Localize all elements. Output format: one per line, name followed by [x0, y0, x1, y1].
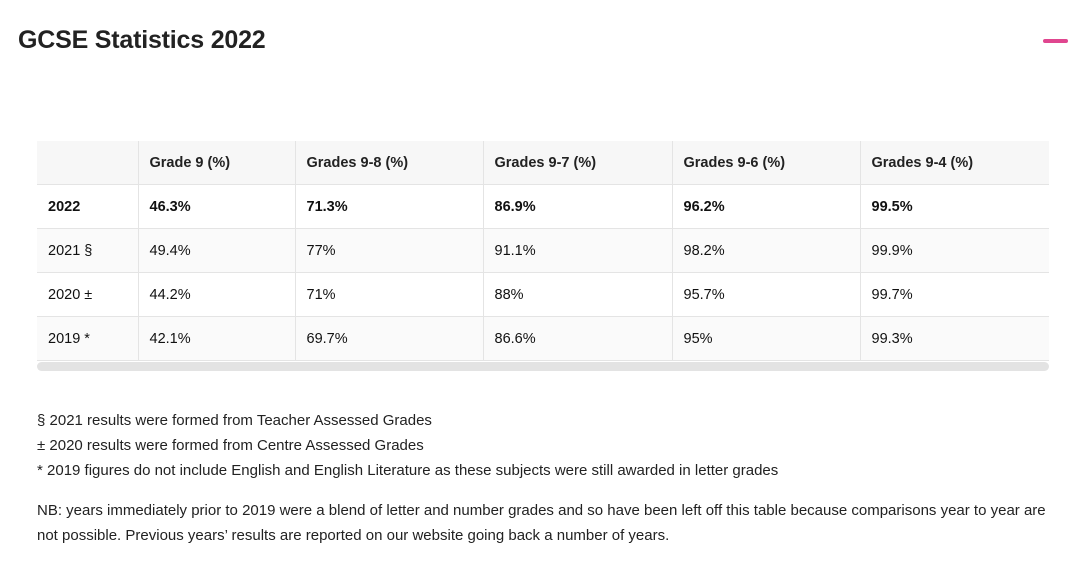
statistics-table — [37, 141, 1049, 361]
table-row — [37, 317, 1049, 361]
header-grades-9-8: Grades 9-8 (%) — [295, 141, 483, 185]
table-cell: 77% — [295, 229, 483, 273]
header-grade-9: Grade 9 (%) — [138, 141, 295, 185]
table-cell: 99.7% — [860, 273, 1049, 317]
nb-note: NB: years immediately prior to 2019 were a blend of letter and number grades and so have been left off this table because comparisons year to year are not possible. Previous years’ results are reported on our website going back a number of years. — [37, 502, 1046, 544]
header-grades-9-7: Grades 9-7 (%) — [483, 141, 672, 185]
footnotes — [37, 408, 778, 483]
page-title: GCSE Statistics 2022 — [18, 26, 266, 54]
table-cell: 71.3% — [295, 185, 483, 229]
table-cell: 88% — [483, 273, 672, 317]
table-cell: 46.3% — [138, 185, 295, 229]
row-year: 2020 ± — [37, 273, 138, 317]
statistics-table-container — [37, 141, 1049, 371]
table-row — [37, 273, 1049, 317]
header-grades-9-6: Grades 9-6 (%) — [672, 141, 860, 185]
table-cell: 99.3% — [860, 317, 1049, 361]
header-year — [37, 141, 138, 185]
table-cell: 95.7% — [672, 273, 860, 317]
table-cell: 42.1% — [138, 317, 295, 361]
footnote-2019: * 2019 figures do not include English and English Literature as these subjects were still awarded in letter grades — [37, 462, 779, 479]
footnote-2020: ± 2020 results were formed from Centre Assessed Grades — [37, 437, 424, 454]
table-cell: 69.7% — [295, 317, 483, 361]
header-grades-9-4: Grades 9-4 (%) — [860, 141, 1049, 185]
table-cell: 99.9% — [860, 229, 1049, 273]
table-cell: 86.6% — [483, 317, 672, 361]
horizontal-scrollbar[interactable] — [37, 362, 1049, 371]
table-cell: 96.2% — [672, 185, 860, 229]
table-row — [37, 229, 1049, 273]
table-header-row — [37, 141, 1049, 185]
table-cell: 86.9% — [483, 185, 672, 229]
footnote-2021: § 2021 results were formed from Teacher Assessed Grades — [37, 412, 432, 429]
table-cell: 49.4% — [138, 229, 295, 273]
table-cell: 98.2% — [672, 229, 860, 273]
table-row — [37, 185, 1049, 229]
table-cell: 44.2% — [138, 273, 295, 317]
table-cell: 71% — [295, 273, 483, 317]
row-year: 2021 § — [37, 229, 138, 273]
table-cell: 99.5% — [860, 185, 1049, 229]
row-year: 2019 * — [37, 317, 138, 361]
table-cell: 91.1% — [483, 229, 672, 273]
menu-dash-icon[interactable] — [1043, 39, 1068, 43]
row-year: 2022 — [37, 185, 138, 229]
table-cell: 95% — [672, 317, 860, 361]
